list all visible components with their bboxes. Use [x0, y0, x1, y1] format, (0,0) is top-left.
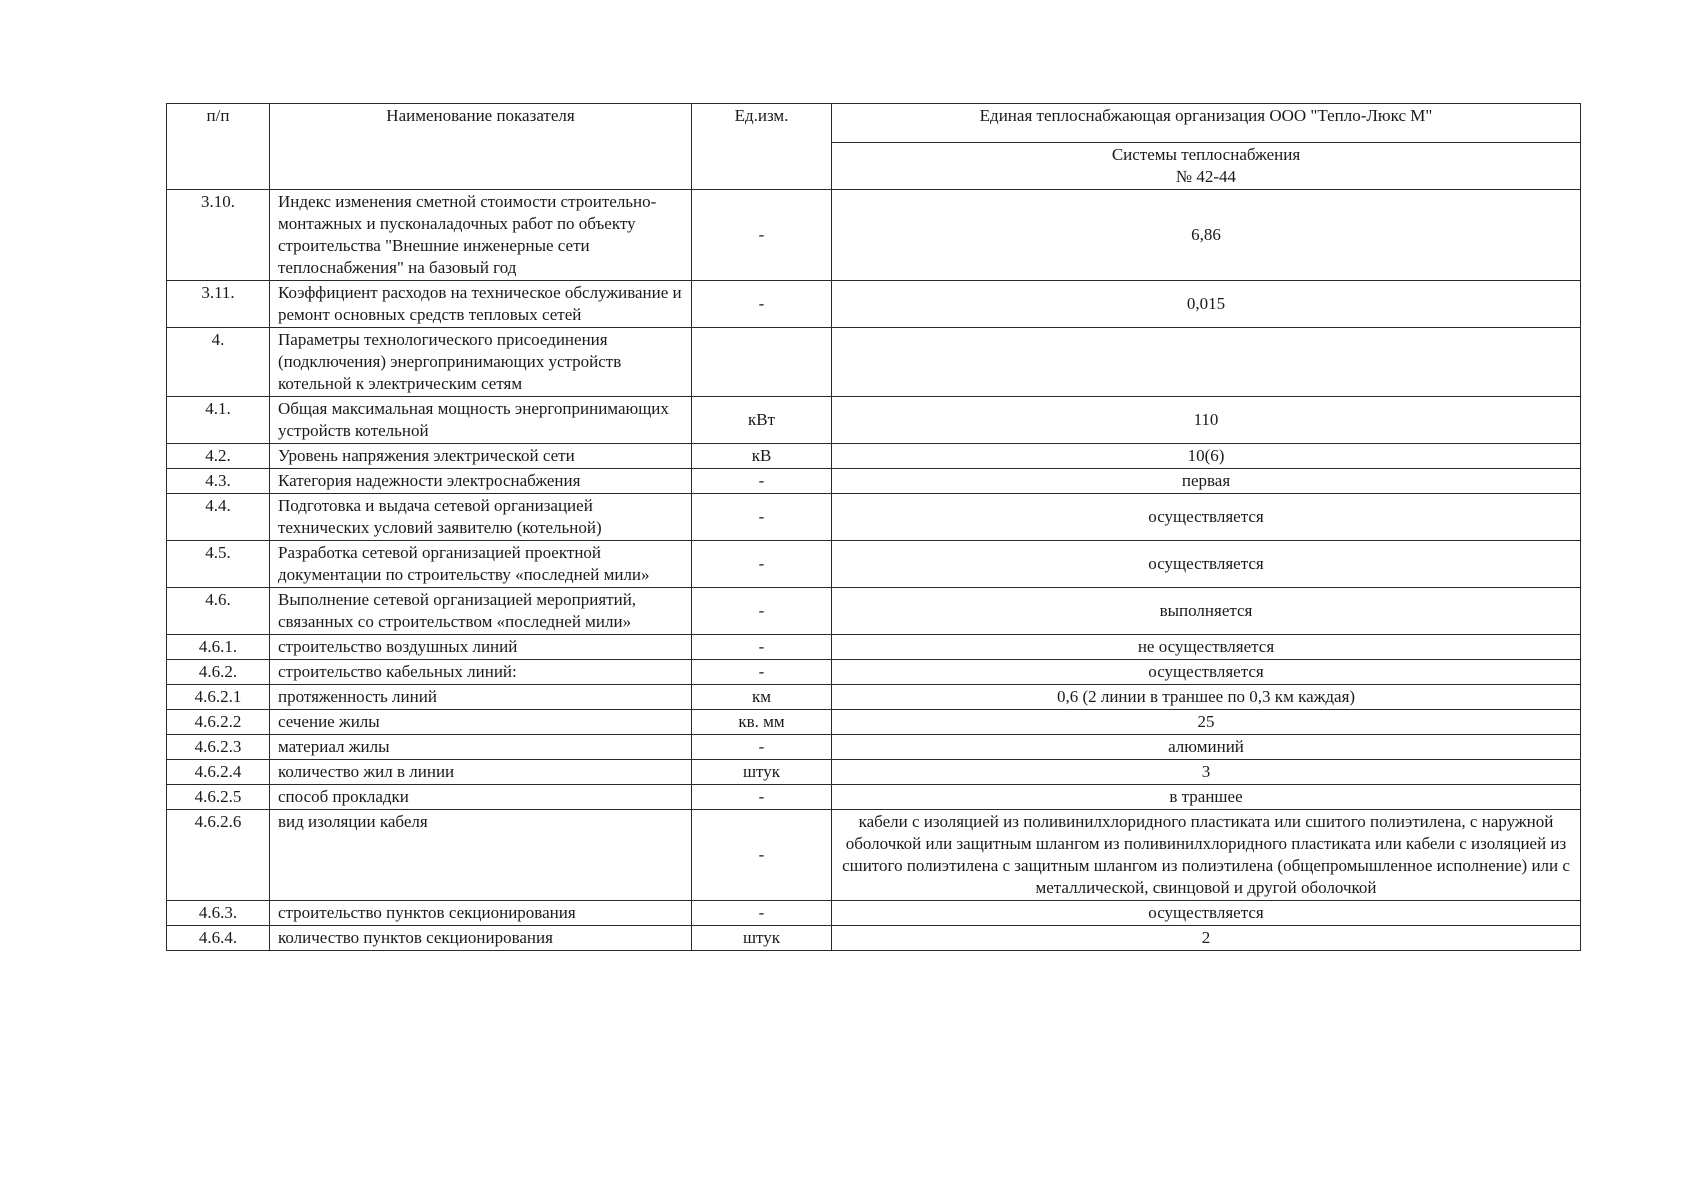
- row-indicator-name: протяженность линий: [270, 685, 692, 710]
- row-unit: кВ: [692, 444, 832, 469]
- row-indicator-name: Уровень напряжения электрической сети: [270, 444, 692, 469]
- row-value: [832, 328, 1581, 397]
- table-row: [167, 810, 1581, 901]
- header-org: Единая теплоснабжающая организация ООО "Тепло-Люкс М": [832, 104, 1581, 143]
- row-unit: -: [692, 588, 832, 635]
- row-unit: кв. мм: [692, 710, 832, 735]
- table-row: [167, 397, 1581, 444]
- row-indicator-name: строительство пунктов секционирования: [270, 901, 692, 926]
- row-number: 4.6.2.1: [167, 685, 270, 710]
- row-number: 4.3.: [167, 469, 270, 494]
- row-indicator-name: материал жилы: [270, 735, 692, 760]
- row-number: 3.10.: [167, 190, 270, 281]
- table-row: [167, 469, 1581, 494]
- row-unit: кВт: [692, 397, 832, 444]
- row-indicator-name: строительство воздушных линий: [270, 635, 692, 660]
- row-value: осуществляется: [832, 901, 1581, 926]
- row-number: 4.6.4.: [167, 926, 270, 951]
- row-unit: штук: [692, 760, 832, 785]
- table-body: [167, 190, 1581, 951]
- row-unit: -: [692, 635, 832, 660]
- row-number: 4.4.: [167, 494, 270, 541]
- row-value: в траншее: [832, 785, 1581, 810]
- row-number: 4.2.: [167, 444, 270, 469]
- row-unit: -: [692, 810, 832, 901]
- row-value: кабели с изоляцией из поливинилхлоридного пластиката или сшитого полиэтилена, с наружной оболочкой или защитным шлангом из поливинилхлоридного пластиката или кабели с изоляцией из сшитого полиэтилена с защитным шлангом из полиэтилена (общепромышленное исполнение) или с металлической, свинцовой и другой оболочкой: [832, 810, 1581, 901]
- header-col-num: п/п: [167, 104, 270, 190]
- table-row: [167, 328, 1581, 397]
- table-row: [167, 588, 1581, 635]
- row-value: алюминий: [832, 735, 1581, 760]
- row-unit: штук: [692, 926, 832, 951]
- row-unit: -: [692, 901, 832, 926]
- row-value: первая: [832, 469, 1581, 494]
- row-indicator-name: Подготовка и выдача сетевой организацией технических условий заявителю (котельной): [270, 494, 692, 541]
- row-value: осуществляется: [832, 660, 1581, 685]
- row-unit: [692, 328, 832, 397]
- row-value: 3: [832, 760, 1581, 785]
- row-value: 110: [832, 397, 1581, 444]
- table-row: [167, 190, 1581, 281]
- table-row: [167, 494, 1581, 541]
- row-value: выполняется: [832, 588, 1581, 635]
- row-value: 6,86: [832, 190, 1581, 281]
- header-col-unit: Ед.изм.: [692, 104, 832, 190]
- header-systems: [832, 143, 1581, 190]
- table-row: [167, 735, 1581, 760]
- header-systems-line2: № 42-44: [1175, 167, 1237, 186]
- row-unit: -: [692, 660, 832, 685]
- row-number: 4.6.2.: [167, 660, 270, 685]
- table-row: [167, 685, 1581, 710]
- row-unit: -: [692, 281, 832, 328]
- row-unit: -: [692, 735, 832, 760]
- row-number: 4.6.2.2: [167, 710, 270, 735]
- table-row: [167, 926, 1581, 951]
- row-indicator-name: Выполнение сетевой организацией мероприятий, связанных со строительством «последней мили»: [270, 588, 692, 635]
- table-row: [167, 660, 1581, 685]
- table-row: [167, 444, 1581, 469]
- row-value: не осуществляется: [832, 635, 1581, 660]
- row-unit: -: [692, 541, 832, 588]
- row-number: 3.11.: [167, 281, 270, 328]
- header-col-name: Наименование показателя: [270, 104, 692, 190]
- row-indicator-name: Категория надежности электроснабжения: [270, 469, 692, 494]
- table-row: [167, 635, 1581, 660]
- row-value: 2: [832, 926, 1581, 951]
- row-indicator-name: количество жил в линии: [270, 760, 692, 785]
- row-number: 4.6.2.4: [167, 760, 270, 785]
- row-indicator-name: количество пунктов секционирования: [270, 926, 692, 951]
- table-row: [167, 281, 1581, 328]
- row-value: осуществляется: [832, 494, 1581, 541]
- row-number: 4.6.1.: [167, 635, 270, 660]
- row-unit: -: [692, 785, 832, 810]
- row-value: осуществляется: [832, 541, 1581, 588]
- row-indicator-name: строительство кабельных линий:: [270, 660, 692, 685]
- row-indicator-name: Разработка сетевой организацией проектной документации по строительству «последней мили»: [270, 541, 692, 588]
- row-indicator-name: Коэффициент расходов на техническое обслуживание и ремонт основных средств тепловых сетей: [270, 281, 692, 328]
- row-indicator-name: способ прокладки: [270, 785, 692, 810]
- row-unit: -: [692, 494, 832, 541]
- row-indicator-name: вид изоляции кабеля: [270, 810, 692, 901]
- row-number: 4.5.: [167, 541, 270, 588]
- row-number: 4.6.: [167, 588, 270, 635]
- row-indicator-name: Индекс изменения сметной стоимости строительно-монтажных и пусконаладочных работ по объекту строительства "Внешние инженерные сети теплоснабжения" на базовый год: [270, 190, 692, 281]
- table-row: [167, 541, 1581, 588]
- row-unit: -: [692, 190, 832, 281]
- row-number: 4.6.2.5: [167, 785, 270, 810]
- row-number: 4.6.3.: [167, 901, 270, 926]
- table-header: [167, 104, 1581, 190]
- table-row: [167, 901, 1581, 926]
- row-value: 25: [832, 710, 1581, 735]
- row-value: 0,6 (2 линии в траншее по 0,3 км каждая): [832, 685, 1581, 710]
- row-number: 4.6.2.6: [167, 810, 270, 901]
- row-value: 0,015: [832, 281, 1581, 328]
- header-systems-line1: Системы теплоснабжения: [1111, 145, 1301, 164]
- row-unit: км: [692, 685, 832, 710]
- row-indicator-name: Общая максимальная мощность энергопринимающих устройств котельной: [270, 397, 692, 444]
- row-indicator-name: сечение жилы: [270, 710, 692, 735]
- table-row: [167, 710, 1581, 735]
- indicators-table: [166, 103, 1581, 951]
- row-unit: -: [692, 469, 832, 494]
- row-number: 4.6.2.3: [167, 735, 270, 760]
- row-indicator-name: Параметры технологического присоединения (подключения) энергопринимающих устройств котельной к электрическим сетям: [270, 328, 692, 397]
- row-value: 10(6): [832, 444, 1581, 469]
- table-row: [167, 785, 1581, 810]
- row-number: 4.: [167, 328, 270, 397]
- row-number: 4.1.: [167, 397, 270, 444]
- table-row: [167, 760, 1581, 785]
